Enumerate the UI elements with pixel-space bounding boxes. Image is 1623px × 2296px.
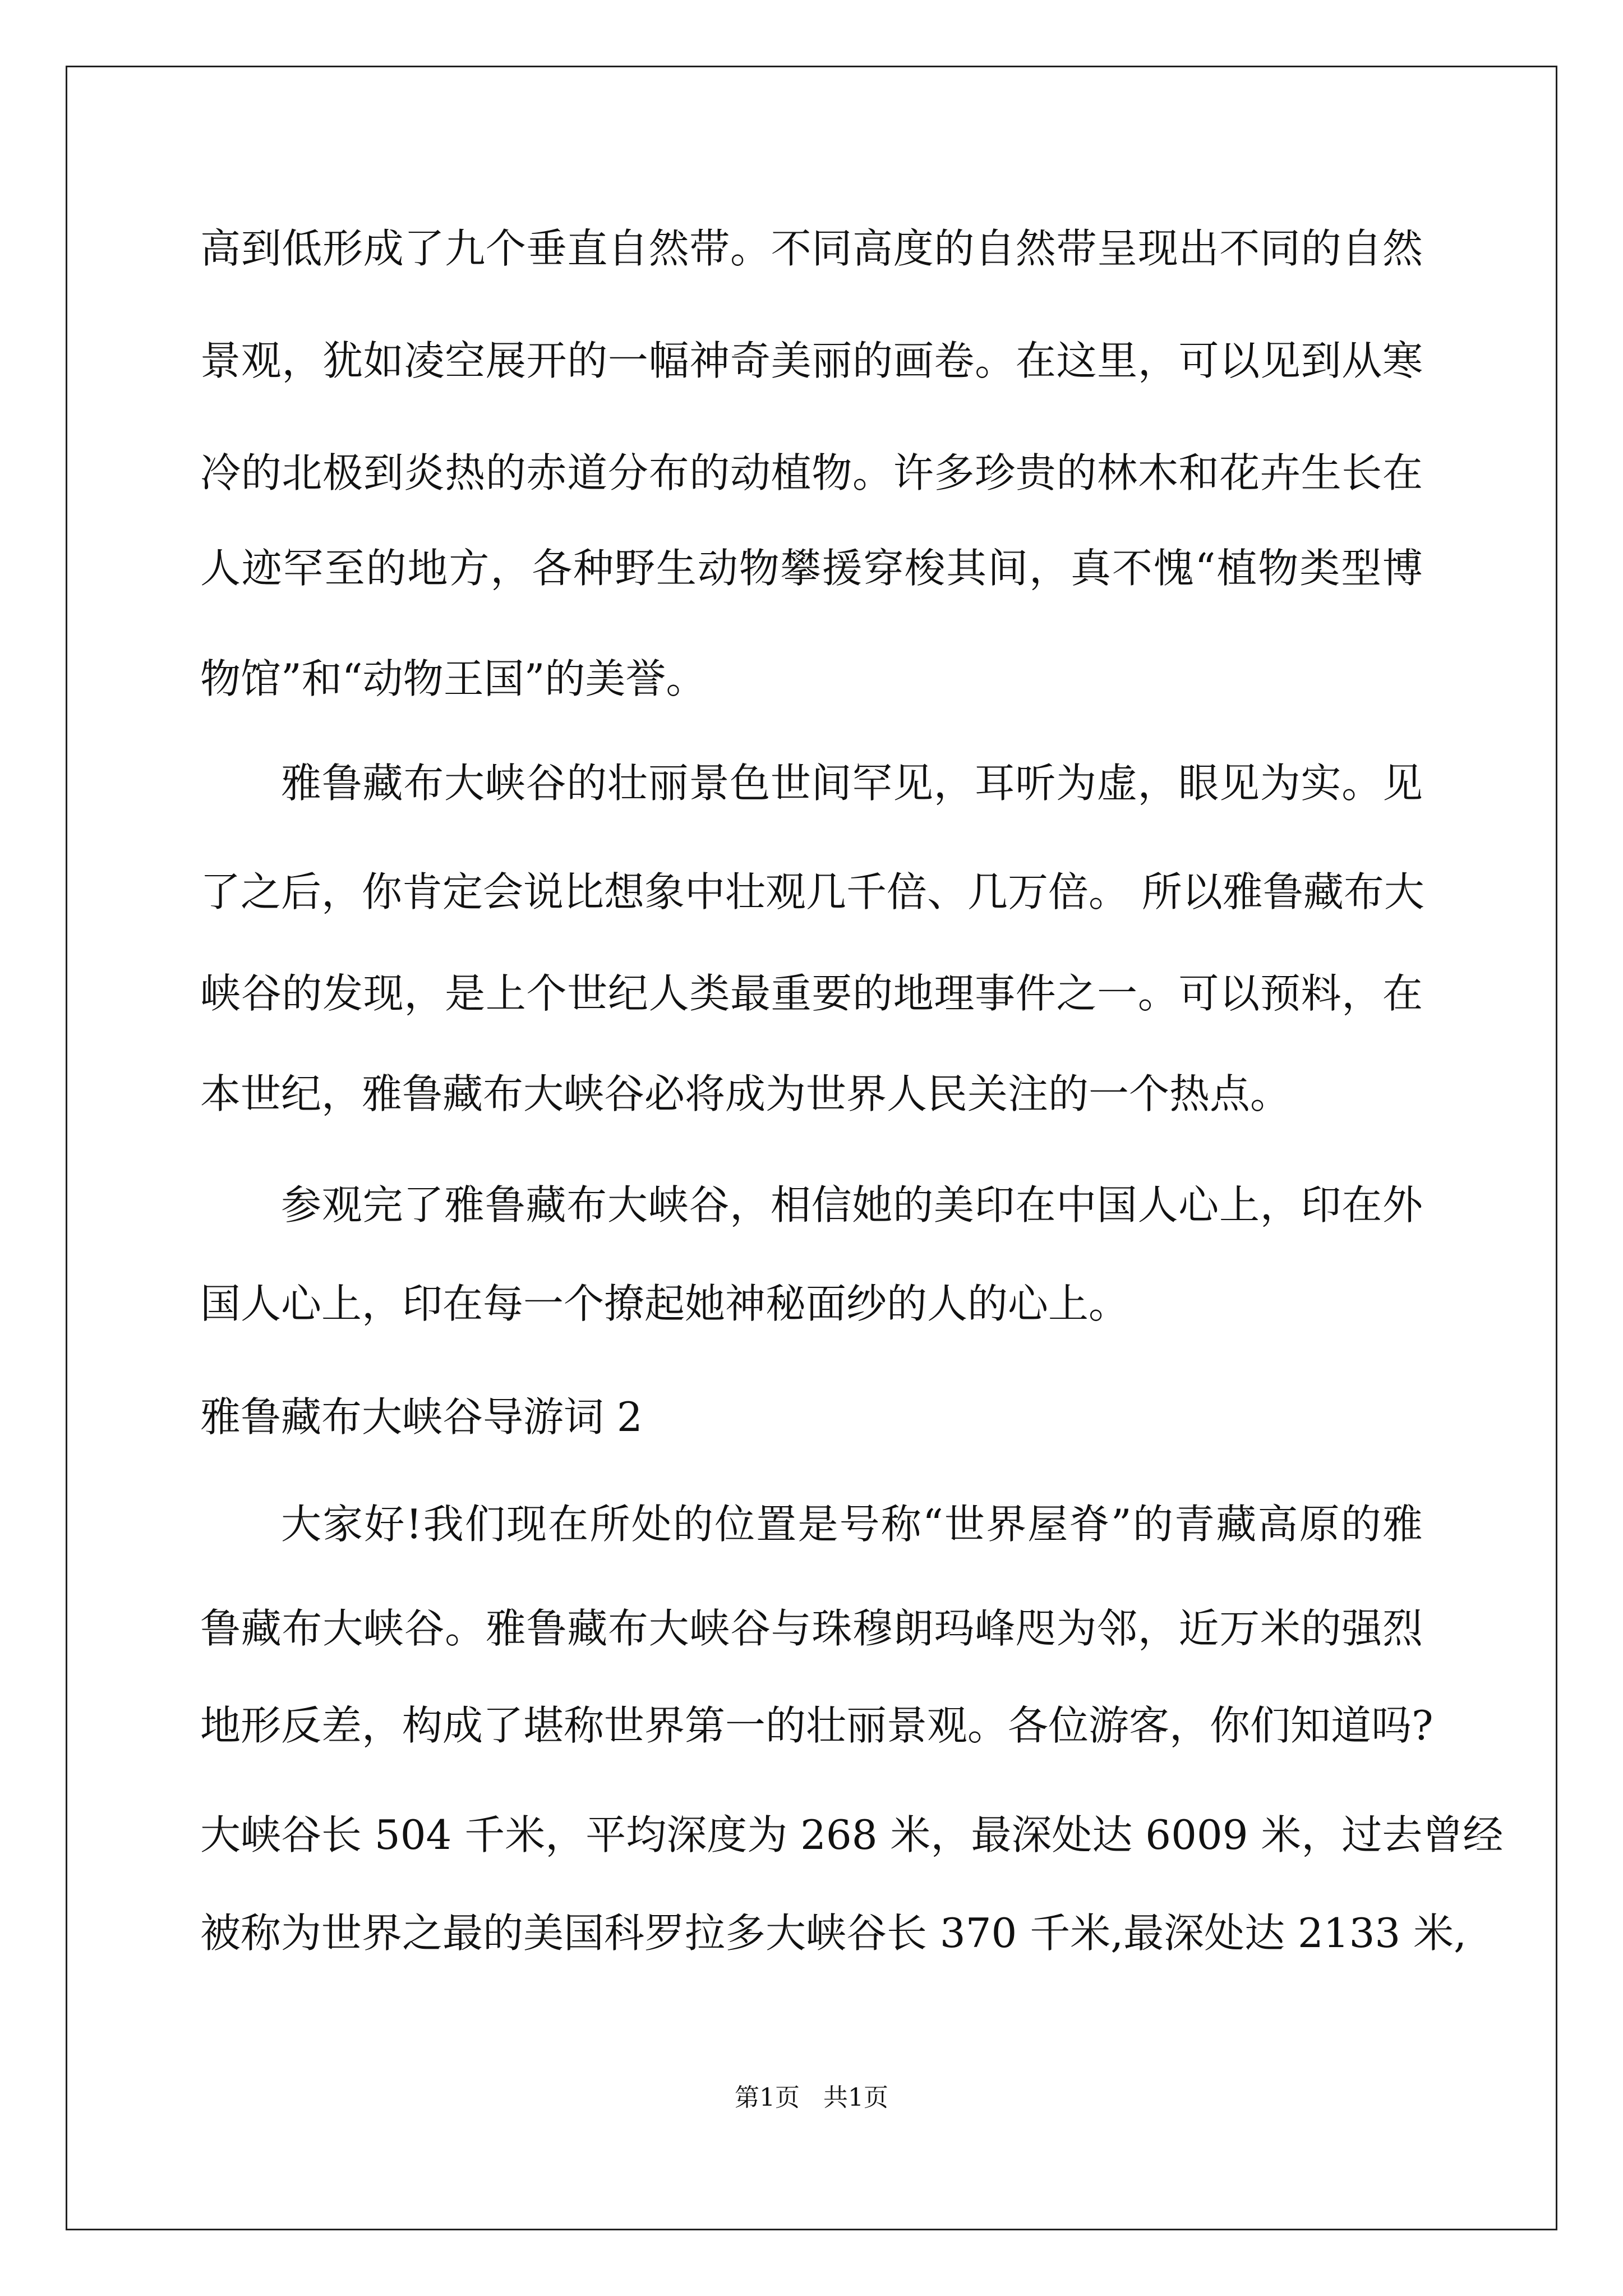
paragraph-first-line: 参观完了雅鲁藏布大峡谷，相信她的美印在中国人心上，印在外 (281, 1181, 1423, 1228)
text-line: 物馆”和“动物王国”的美誉。 (200, 655, 707, 702)
paragraph-first-line: 雅鲁藏布大峡谷的壮丽景色世间罕见，耳听为虚，眼见为实。见 (281, 760, 1423, 807)
text-line: 地形反差，构成了堪称世界第一的壮丽景观。各位游客，你们知道吗? (200, 1702, 1433, 1749)
text-line: 了之后，你肯定会说比想象中壮观几千倍、几万倍。 所以雅鲁藏布大 (200, 868, 1424, 915)
page-number-footer: 第1页 共1页 (735, 2083, 888, 2112)
text-line: 本世纪，雅鲁藏布大峡谷必将成为世界人民关注的一个热点。 (200, 1070, 1291, 1117)
text-line: 被称为世界之最的美国科罗拉多大峡谷长 370 千米,最深处达 2133 米, (200, 1910, 1467, 1957)
text-line: 峡谷的发现，是上个世纪人类最重要的地理事件之一。可以预料，在 (200, 970, 1423, 1017)
text-line: 冷的北极到炎热的赤道分布的动植物。许多珍贵的林木和花卉生长在 (200, 449, 1423, 496)
paragraph-first-line: 大家好!我们现在所处的位置是号称“世界屋脊”的青藏高原的雅 (281, 1501, 1423, 1548)
text-line: 高到低形成了九个垂直自然带。不同高度的自然带呈现出不同的自然 (200, 225, 1423, 272)
text-line: 人迹罕至的地方，各种野生动物攀援穿梭其间，真不愧“植物类型博 (200, 545, 1423, 592)
text-line: 国人心上，印在每一个撩起她神秘面纱的人的心上。 (200, 1280, 1129, 1327)
section-heading: 雅鲁藏布大峡谷导游词 2 (200, 1393, 643, 1441)
text-line: 大峡谷长 504 千米，平均深度为 268 米，最深处达 6009 米，过去曾经 (200, 1811, 1504, 1858)
text-line: 景观，犹如凌空展开的一幅神奇美丽的画卷。在这里，可以见到从寒 (200, 337, 1423, 384)
text-line: 鲁藏布大峡谷。雅鲁藏布大峡谷与珠穆朗玛峰咫为邻，近万米的强烈 (200, 1605, 1423, 1652)
